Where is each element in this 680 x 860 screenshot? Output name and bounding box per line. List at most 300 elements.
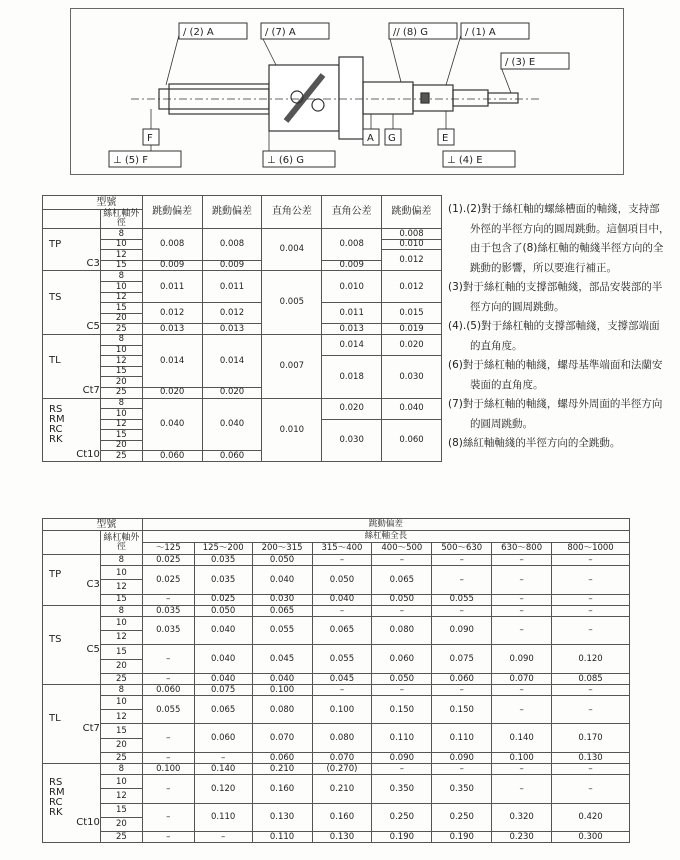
dia-cell: 12 xyxy=(100,580,142,594)
runout-cell: 0.060 xyxy=(382,419,442,461)
table-row xyxy=(43,645,630,659)
table-row xyxy=(43,831,630,842)
runout-cell: 0.100 xyxy=(252,684,312,695)
perp-cell: 0.013 xyxy=(322,324,382,335)
grade-label: Ct10 xyxy=(76,448,100,460)
runout-cell: 0.420 xyxy=(552,803,630,831)
runout-cell: – xyxy=(492,684,552,695)
runout-cell: 0.008 xyxy=(382,229,442,240)
series-name: RS xyxy=(49,403,63,415)
runout-cell: 0.230 xyxy=(492,831,552,842)
runout-cell: 0.050 xyxy=(312,566,372,594)
runout-cell: 0.014 xyxy=(202,334,262,387)
perp-cell: 0.008 xyxy=(322,229,382,261)
length-header: 800～1000 xyxy=(552,543,630,555)
perp-cell: 0.018 xyxy=(322,356,382,398)
length-header: 500～630 xyxy=(432,543,492,555)
dia-cell: 25 xyxy=(100,387,142,398)
runout-cell: – xyxy=(492,616,552,644)
note-text: 對于絲杠軸的支撐部軸綫，部品安裝部的半徑方向的圓周跳動。 xyxy=(462,281,663,313)
grade-label: Ct7 xyxy=(82,722,100,734)
note-text: 對于絲杠軸的軸綫，螺母外周面的半徑方向的圓周跳動。 xyxy=(462,398,663,430)
runout-cell: 0.055 xyxy=(312,645,372,673)
grade-label: C3 xyxy=(86,257,100,269)
dia-cell: 25 xyxy=(100,831,142,842)
runout-cell: 0.100 xyxy=(312,696,372,724)
runout-cell: 0.040 xyxy=(194,616,252,644)
table-row xyxy=(43,566,630,580)
runout-cell: 0.190 xyxy=(432,831,492,842)
runout-cell: 0.130 xyxy=(252,803,312,831)
dia-cell: 10 xyxy=(100,775,142,789)
runout-cell: 0.120 xyxy=(194,775,252,803)
table-row xyxy=(43,398,442,409)
dia-cell: 8 xyxy=(100,398,142,409)
perp-cell: 0.005 xyxy=(262,271,322,335)
runout-cell: 0.040 xyxy=(312,594,372,605)
runout-cell: 0.055 xyxy=(432,594,492,605)
runout-cell: 0.110 xyxy=(252,831,312,842)
runout-cell: 0.040 xyxy=(194,673,252,684)
table-row xyxy=(43,555,630,566)
dia-cell: 12 xyxy=(100,631,142,645)
dia-cell: 20 xyxy=(100,817,142,831)
header-model-2: 型號 xyxy=(43,519,143,531)
tol-frame-3: / (3) E xyxy=(505,57,536,68)
series-cell xyxy=(43,229,101,271)
runout-cell: 0.210 xyxy=(312,775,372,803)
note-label: (1).(2) xyxy=(448,203,482,215)
dia-cell: 20 xyxy=(100,738,142,752)
note-item xyxy=(448,356,670,395)
runout-cell: 0.110 xyxy=(194,803,252,831)
series-name: RM xyxy=(49,787,65,799)
runout-cell: 0.013 xyxy=(142,324,202,335)
length-header: 315～400 xyxy=(312,543,372,555)
dia-cell: 8 xyxy=(100,271,142,282)
length-header: ～125 xyxy=(142,543,194,555)
runout-cell: 0.065 xyxy=(312,616,372,644)
runout-cell: – xyxy=(432,605,492,616)
runout-cell: 0.060 xyxy=(432,673,492,684)
runout-cell: 0.008 xyxy=(142,229,202,261)
length-header: 630～800 xyxy=(492,543,552,555)
note-item xyxy=(448,278,670,317)
runout-cell: 0.140 xyxy=(492,724,552,752)
runout-cell: 0.100 xyxy=(492,752,552,763)
dia-cell: 15 xyxy=(100,366,142,377)
runout-cell: – xyxy=(142,752,194,763)
runout-cell: 0.160 xyxy=(252,775,312,803)
runout-cell: 0.060 xyxy=(194,724,252,752)
perp-cell: 0.010 xyxy=(262,398,322,462)
perp-cell: 0.009 xyxy=(322,260,382,271)
note-item xyxy=(448,395,670,434)
header-model: 型號 xyxy=(43,196,143,210)
runout-cell: 0.085 xyxy=(552,673,630,684)
runout-cell: 0.170 xyxy=(552,724,630,752)
perp-cell: 0.020 xyxy=(322,398,382,419)
table-row xyxy=(43,684,630,695)
table-row xyxy=(43,696,630,710)
runout-cell: 0.060 xyxy=(372,645,432,673)
table-row xyxy=(43,764,630,775)
series-name: RM xyxy=(49,413,65,425)
dia-cell: 15 xyxy=(100,724,142,738)
tol-frame-5: ⊥ (5) F xyxy=(113,155,148,166)
dia-cell: 12 xyxy=(100,710,142,724)
runout-cell: – xyxy=(372,684,432,695)
runout-cell: – xyxy=(142,673,194,684)
table-row xyxy=(43,673,630,684)
length-header: 400～500 xyxy=(372,543,432,555)
tol-frame-1: / (1) A xyxy=(465,27,496,38)
runout-cell: 0.020 xyxy=(142,387,202,398)
runout-cell: – xyxy=(194,752,252,763)
runout-cell: 0.190 xyxy=(372,831,432,842)
runout-cell: – xyxy=(142,831,194,842)
dia-cell: 15 xyxy=(100,594,142,605)
tol-frame-6: ⊥ (6) G xyxy=(267,155,304,166)
dia-cell: 12 xyxy=(100,250,142,261)
runout-cell: 0.008 xyxy=(202,229,262,261)
runout-cell: 0.070 xyxy=(312,752,372,763)
runout-cell: – xyxy=(552,684,630,695)
runout-cell: 0.050 xyxy=(252,555,312,566)
runout-cell: 0.320 xyxy=(492,803,552,831)
note-text: 對于絲杠軸的螺絲槽面的軸綫，支持部外徑的半徑方向的圓周跳動。這個項目中，由于包含了(8)絲杠軸的軸綫半徑方向的全跳動的影響，所以要進行補正。 xyxy=(470,203,670,274)
col-header-4: 直角公差 xyxy=(322,196,382,229)
dia-cell: 8 xyxy=(100,229,142,240)
table-row xyxy=(43,605,630,616)
runout-cell: 0.055 xyxy=(252,616,312,644)
dia-cell: 15 xyxy=(100,645,142,659)
header-dia-2: 絲杠軸外徑 xyxy=(100,531,142,555)
runout-cell: 0.012 xyxy=(382,250,442,271)
col-header-2: 跳動偏差 xyxy=(202,196,262,229)
header-runout: 跳動偏差 xyxy=(142,519,629,531)
runout-cell: 0.035 xyxy=(194,566,252,594)
series-name: TP xyxy=(49,568,62,580)
table-row xyxy=(43,324,442,335)
runout-cell: 0.130 xyxy=(312,831,372,842)
datum-A: A xyxy=(367,133,374,144)
runout-cell: 0.090 xyxy=(432,616,492,644)
runout-cell: – xyxy=(552,566,630,594)
dia-cell: 10 xyxy=(100,616,142,630)
tolerance-table-1 xyxy=(42,195,442,462)
runout-cell: 0.090 xyxy=(372,752,432,763)
note-label: (3) xyxy=(448,281,463,293)
col-header-1: 跳動偏差 xyxy=(142,196,202,229)
runout-cell: – xyxy=(372,764,432,775)
runout-cell: – xyxy=(194,831,252,842)
runout-cell: 0.130 xyxy=(552,752,630,763)
runout-cell: – xyxy=(492,555,552,566)
table-row xyxy=(43,803,630,817)
col-header-3: 直角公差 xyxy=(262,196,322,229)
perp-cell: 0.011 xyxy=(322,303,382,324)
table-row xyxy=(43,594,630,605)
series-name: RK xyxy=(49,807,63,819)
dia-cell: 25 xyxy=(100,752,142,763)
runout-cell: – xyxy=(552,696,630,724)
runout-cell: – xyxy=(142,724,194,752)
runout-cell: 0.010 xyxy=(382,239,442,250)
runout-cell: 0.110 xyxy=(432,724,492,752)
runout-cell: – xyxy=(552,605,630,616)
table-row xyxy=(43,775,630,789)
note-label: (7) xyxy=(448,398,463,410)
series-cell xyxy=(43,605,101,684)
perp-cell: 0.014 xyxy=(322,334,382,355)
runout-cell: 0.019 xyxy=(382,324,442,335)
runout-cell: 0.075 xyxy=(432,645,492,673)
series-cell xyxy=(43,334,101,398)
dia-cell: 8 xyxy=(100,684,142,695)
dia-cell: 25 xyxy=(100,324,142,335)
runout-cell: 0.055 xyxy=(142,696,194,724)
table-row xyxy=(43,616,630,630)
runout-cell: 0.110 xyxy=(372,724,432,752)
runout-cell: 0.060 xyxy=(202,451,262,462)
runout-cell: 0.040 xyxy=(252,566,312,594)
datum-E: E xyxy=(442,133,449,144)
dia-cell: 15 xyxy=(100,260,142,271)
runout-cell: – xyxy=(312,555,372,566)
dia-cell: 10 xyxy=(100,696,142,710)
table-row xyxy=(43,334,442,345)
runout-cell: 0.070 xyxy=(252,724,312,752)
dia-cell: 10 xyxy=(100,345,142,356)
perp-cell: 0.007 xyxy=(262,334,322,398)
table-row xyxy=(43,271,442,282)
notes-list xyxy=(448,200,670,454)
dia-cell: 10 xyxy=(100,409,142,420)
note-text: 對于絲杠軸的軸綫，螺母基準端面和法蘭安裝面的直角度。 xyxy=(462,359,663,391)
series-cell xyxy=(43,398,101,462)
header-dia: 絲杠軸外徑 xyxy=(100,210,142,229)
runout-cell: – xyxy=(492,775,552,803)
table-row xyxy=(43,229,442,240)
table-row xyxy=(43,752,630,763)
runout-cell: 0.050 xyxy=(194,605,252,616)
runout-cell: (0.270) xyxy=(312,764,372,775)
runout-cell: – xyxy=(142,775,194,803)
runout-cell: – xyxy=(142,594,194,605)
runout-cell: 0.065 xyxy=(372,566,432,594)
runout-cell: – xyxy=(432,764,492,775)
dia-cell: 12 xyxy=(100,292,142,303)
dia-cell: 10 xyxy=(100,281,142,292)
runout-cell: – xyxy=(142,803,194,831)
dia-cell: 25 xyxy=(100,673,142,684)
runout-cell: 0.025 xyxy=(142,555,194,566)
runout-cell: 0.045 xyxy=(252,645,312,673)
runout-cell: 0.065 xyxy=(252,605,312,616)
runout-cell: – xyxy=(552,775,630,803)
runout-cell: 0.020 xyxy=(382,334,442,355)
runout-cell: 0.060 xyxy=(252,752,312,763)
runout-cell: 0.030 xyxy=(382,356,442,398)
runout-cell: – xyxy=(552,555,630,566)
grade-label: C5 xyxy=(86,321,100,333)
dia-cell: 15 xyxy=(100,803,142,817)
runout-cell: 0.009 xyxy=(142,260,202,271)
runout-cell: 0.035 xyxy=(194,555,252,566)
note-item xyxy=(448,434,670,454)
header-length: 絲杠軸全長 xyxy=(142,531,629,543)
ball-screw-diagram xyxy=(71,9,623,174)
dia-cell: 20 xyxy=(100,313,142,324)
runout-cell: 0.009 xyxy=(202,260,262,271)
tol-frame-2: / (2) A xyxy=(183,27,214,38)
runout-cell: 0.045 xyxy=(312,673,372,684)
length-header: 200～315 xyxy=(252,543,312,555)
dia-cell: 8 xyxy=(100,555,142,566)
runout-cell: 0.020 xyxy=(202,387,262,398)
dia-cell: 8 xyxy=(100,764,142,775)
runout-cell: 0.150 xyxy=(432,696,492,724)
dia-cell: 12 xyxy=(100,419,142,430)
dia-cell: 8 xyxy=(100,605,142,616)
runout-cell: 0.350 xyxy=(372,775,432,803)
length-header: 125～200 xyxy=(194,543,252,555)
grade-label: Ct10 xyxy=(76,817,100,829)
runout-cell: 0.030 xyxy=(252,594,312,605)
runout-cell: – xyxy=(492,594,552,605)
runout-cell: 0.014 xyxy=(142,334,202,387)
runout-cell: 0.040 xyxy=(252,673,312,684)
grade-label: C5 xyxy=(86,643,100,655)
series-name: RC xyxy=(49,423,63,435)
note-item xyxy=(448,200,670,278)
dia-cell: 20 xyxy=(100,377,142,388)
runout-cell: – xyxy=(432,566,492,594)
runout-cell: 0.050 xyxy=(372,673,432,684)
table-row xyxy=(43,724,630,738)
dia-cell: 8 xyxy=(100,334,142,345)
dia-cell: 10 xyxy=(100,566,142,580)
dia-cell: 25 xyxy=(100,451,142,462)
runout-cell: 0.060 xyxy=(142,684,194,695)
runout-cell: 0.013 xyxy=(202,324,262,335)
datum-G: G xyxy=(388,133,396,144)
col-header-5: 跳動偏差 xyxy=(382,196,442,229)
tol-frame-4: ⊥ (4) E xyxy=(447,155,483,166)
perp-cell: 0.030 xyxy=(322,419,382,461)
dia-cell: 15 xyxy=(100,303,142,314)
runout-cell: 0.040 xyxy=(194,645,252,673)
dia-cell: 12 xyxy=(100,789,142,803)
note-text: 絲紅軸軸綫的半徑方向的全跳動。 xyxy=(462,437,621,449)
series-name: TP xyxy=(49,238,62,250)
runout-cell: 0.080 xyxy=(252,696,312,724)
runout-cell: 0.080 xyxy=(372,616,432,644)
runout-cell: 0.160 xyxy=(312,803,372,831)
runout-cell: – xyxy=(492,605,552,616)
note-label: (8) xyxy=(448,437,463,449)
runout-table-2 xyxy=(42,518,630,843)
runout-cell: – xyxy=(492,566,552,594)
runout-cell: 0.300 xyxy=(552,831,630,842)
dia-cell: 15 xyxy=(100,430,142,441)
series-name: RK xyxy=(49,433,63,445)
runout-cell: 0.012 xyxy=(382,271,442,303)
dia-cell: 12 xyxy=(100,356,142,367)
tol-frame-8: // (8) G xyxy=(393,27,429,38)
series-cell xyxy=(43,555,101,606)
runout-cell: 0.150 xyxy=(372,696,432,724)
runout-cell: 0.012 xyxy=(202,303,262,324)
note-label: (6) xyxy=(448,359,463,371)
dia-cell: 20 xyxy=(100,659,142,673)
note-label: (4).(5) xyxy=(448,320,482,332)
runout-cell: – xyxy=(552,764,630,775)
runout-cell: 0.011 xyxy=(142,271,202,303)
runout-cell: 0.035 xyxy=(142,605,194,616)
runout-cell: – xyxy=(372,605,432,616)
runout-cell: 0.050 xyxy=(372,594,432,605)
perp-cell: 0.010 xyxy=(322,271,382,303)
runout-cell: 0.025 xyxy=(194,594,252,605)
runout-cell: – xyxy=(312,605,372,616)
runout-cell: 0.140 xyxy=(194,764,252,775)
series-name: TL xyxy=(49,712,61,724)
runout-cell: 0.250 xyxy=(432,803,492,831)
runout-cell: – xyxy=(432,684,492,695)
runout-cell: 0.070 xyxy=(492,673,552,684)
runout-cell: 0.210 xyxy=(252,764,312,775)
runout-cell: – xyxy=(492,764,552,775)
series-cell xyxy=(43,684,101,763)
runout-cell: 0.012 xyxy=(142,303,202,324)
runout-cell: 0.090 xyxy=(492,645,552,673)
runout-cell: – xyxy=(552,616,630,644)
runout-cell: 0.080 xyxy=(312,724,372,752)
series-name: RC xyxy=(49,797,63,809)
perp-cell: 0.004 xyxy=(262,229,322,271)
runout-cell: 0.065 xyxy=(194,696,252,724)
runout-cell: – xyxy=(312,684,372,695)
series-name: TS xyxy=(49,291,62,303)
runout-cell: 0.120 xyxy=(552,645,630,673)
note-text: 對于絲杠軸的支撐部軸綫，支撐部端面的直角度。 xyxy=(470,320,660,352)
runout-cell: 0.011 xyxy=(202,271,262,303)
series-name: TL xyxy=(49,355,61,367)
series-cell xyxy=(43,764,101,843)
runout-cell: 0.075 xyxy=(194,684,252,695)
shaft-drawing xyxy=(70,8,624,175)
runout-cell: 0.060 xyxy=(142,451,202,462)
runout-cell: – xyxy=(432,555,492,566)
runout-cell: 0.090 xyxy=(432,752,492,763)
series-cell xyxy=(43,271,101,335)
table-row xyxy=(43,303,442,314)
runout-cell: 0.040 xyxy=(202,398,262,451)
runout-cell: 0.025 xyxy=(142,566,194,594)
series-name: RS xyxy=(49,777,63,789)
runout-cell: 0.040 xyxy=(382,398,442,419)
runout-cell: – xyxy=(552,594,630,605)
runout-cell: – xyxy=(142,645,194,673)
grade-label: Ct7 xyxy=(82,385,100,397)
grade-label: C3 xyxy=(86,578,100,590)
runout-cell: 0.350 xyxy=(432,775,492,803)
tol-frame-7: / (7) A xyxy=(265,27,296,38)
runout-cell: 0.035 xyxy=(142,616,194,644)
dia-cell: 10 xyxy=(100,239,142,250)
